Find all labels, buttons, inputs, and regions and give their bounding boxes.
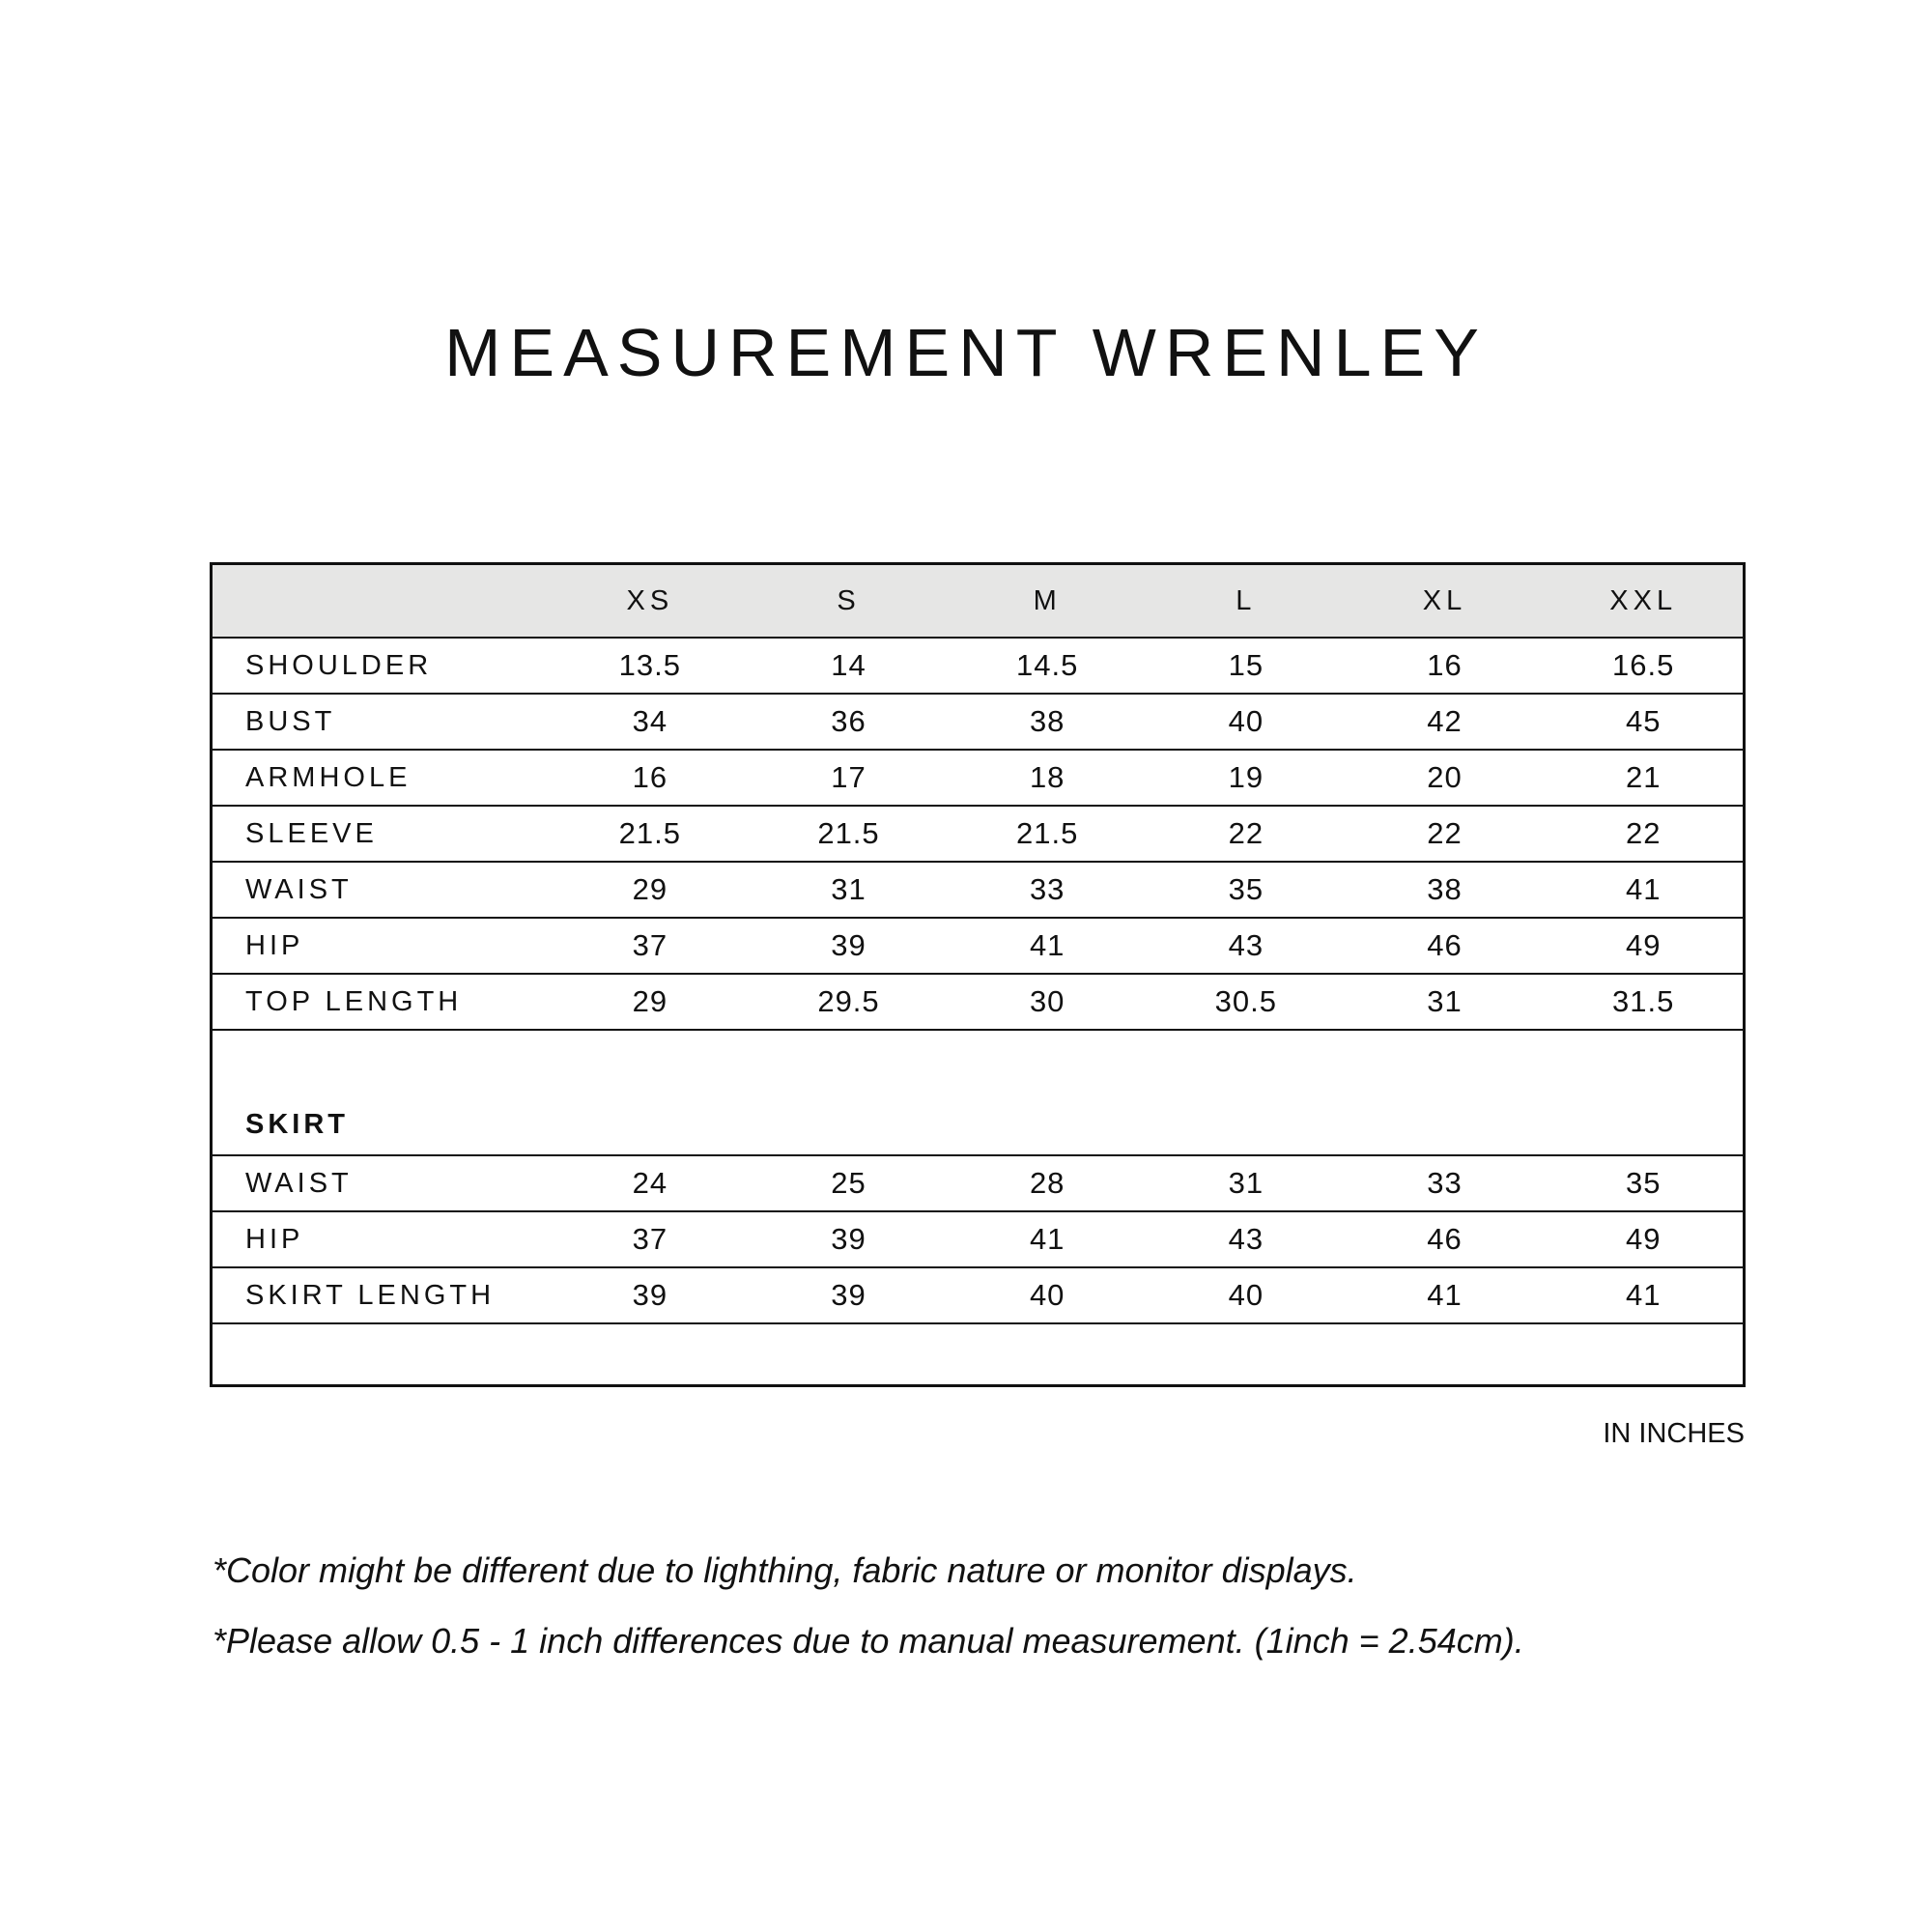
measurement-disclaimer-note: *Please allow 0.5 - 1 inch differences due to manual measurement. (1inch = 2.54cm). [213, 1621, 1524, 1661]
page-title: MEASUREMENT WRENLEY [444, 315, 1488, 390]
table-cell: 37 [632, 928, 668, 962]
table-cell: 31 [1427, 984, 1463, 1018]
table-row-sleeve [213, 807, 1743, 863]
table-cell: 19 [1228, 760, 1264, 794]
table-cell: 33 [1427, 1166, 1463, 1200]
table-cell: 43 [1228, 928, 1264, 962]
table-cell: 46 [1427, 928, 1463, 962]
row-label: BUST [245, 705, 336, 737]
table-cell: 29 [632, 872, 668, 906]
row-label: TOP LENGTH [245, 985, 463, 1017]
table-row-waist [213, 863, 1743, 919]
table-cell: 43 [1228, 1222, 1264, 1256]
table-cell: 41 [1427, 1278, 1463, 1312]
row-label: WAIST [245, 873, 353, 905]
table-cell: 28 [1029, 1166, 1065, 1200]
units-label: IN INCHES [1603, 1418, 1745, 1449]
table-cell: 15 [1228, 648, 1264, 682]
skirt-section-label: SKIRT [245, 1109, 349, 1140]
size-chart-table [210, 562, 1746, 1387]
table-cell: 37 [632, 1222, 668, 1256]
table-cell: 17 [831, 760, 867, 794]
table-cell: 24 [632, 1166, 668, 1200]
size-header-m: M [1033, 584, 1062, 616]
row-label: SLEEVE [245, 817, 378, 849]
table-cell: 42 [1427, 704, 1463, 738]
row-label: HIP [245, 929, 304, 961]
table-cell: 35 [1228, 872, 1264, 906]
table-cell: 34 [632, 704, 668, 738]
table-cell: 36 [831, 704, 867, 738]
row-label: SKIRT LENGTH [245, 1279, 496, 1311]
table-cell: 39 [831, 1222, 867, 1256]
row-label: WAIST [245, 1167, 353, 1199]
table-cell: 25 [831, 1166, 867, 1200]
table-header-row [213, 565, 1743, 639]
size-header-s: S [837, 584, 861, 616]
table-cell: 35 [1625, 1166, 1662, 1200]
table-empty-row [213, 1324, 1743, 1384]
color-disclaimer-note: *Color might be different due to lighthing, fabric nature or monitor displays. [213, 1550, 1357, 1590]
table-cell: 16 [632, 760, 668, 794]
table-cell: 14.5 [1016, 648, 1079, 682]
table-cell: 38 [1029, 704, 1065, 738]
size-header-xl: XL [1422, 584, 1467, 616]
table-cell: 40 [1029, 1278, 1065, 1312]
table-cell: 14 [831, 648, 867, 682]
row-label: HIP [245, 1223, 304, 1255]
row-label: ARMHOLE [245, 761, 412, 793]
table-cell: 29 [632, 984, 668, 1018]
table-cell: 49 [1625, 928, 1662, 962]
table-cell: 40 [1228, 704, 1264, 738]
size-header-xxl: XXL [1609, 584, 1678, 616]
table-cell: 41 [1029, 1222, 1065, 1256]
size-header-xs: XS [626, 584, 674, 616]
table-row-skirt-waist [213, 1156, 1743, 1212]
table-cell: 31.5 [1612, 984, 1675, 1018]
table-cell: 31 [1228, 1166, 1264, 1200]
table-cell: 22 [1228, 816, 1264, 850]
table-cell: 29.5 [817, 984, 880, 1018]
table-cell: 33 [1029, 872, 1065, 906]
table-cell: 21.5 [1016, 816, 1079, 850]
table-row-shoulder [213, 639, 1743, 695]
table-cell: 46 [1427, 1222, 1463, 1256]
table-cell: 30.5 [1214, 984, 1278, 1018]
table-cell: 16.5 [1612, 648, 1675, 682]
table-cell: 18 [1029, 760, 1065, 794]
table-cell: 21.5 [618, 816, 681, 850]
table-row-skirt-hip [213, 1212, 1743, 1268]
table-cell: 38 [1427, 872, 1463, 906]
table-cell: 31 [831, 872, 867, 906]
table-row-bust [213, 695, 1743, 751]
table-cell: 21.5 [817, 816, 880, 850]
table-cell: 45 [1625, 704, 1662, 738]
table-cell: 22 [1625, 816, 1662, 850]
table-cell: 40 [1228, 1278, 1264, 1312]
table-cell: 49 [1625, 1222, 1662, 1256]
skirt-section-row [213, 1031, 1743, 1156]
table-cell: 41 [1029, 928, 1065, 962]
table-row-skirt-length [213, 1268, 1743, 1324]
table-cell: 39 [632, 1278, 668, 1312]
table-cell: 16 [1427, 648, 1463, 682]
row-label: SHOULDER [245, 649, 433, 681]
table-row-top-length [213, 975, 1743, 1031]
table-cell: 13.5 [618, 648, 681, 682]
table-cell: 41 [1625, 872, 1662, 906]
table-row-hip [213, 919, 1743, 975]
table-cell: 22 [1427, 816, 1463, 850]
table-cell: 30 [1029, 984, 1065, 1018]
size-header-l: L [1236, 584, 1257, 616]
table-cell: 20 [1427, 760, 1463, 794]
table-row-armhole [213, 751, 1743, 807]
table-cell: 21 [1625, 760, 1662, 794]
table-cell: 39 [831, 1278, 867, 1312]
table-cell: 39 [831, 928, 867, 962]
table-cell: 41 [1625, 1278, 1662, 1312]
